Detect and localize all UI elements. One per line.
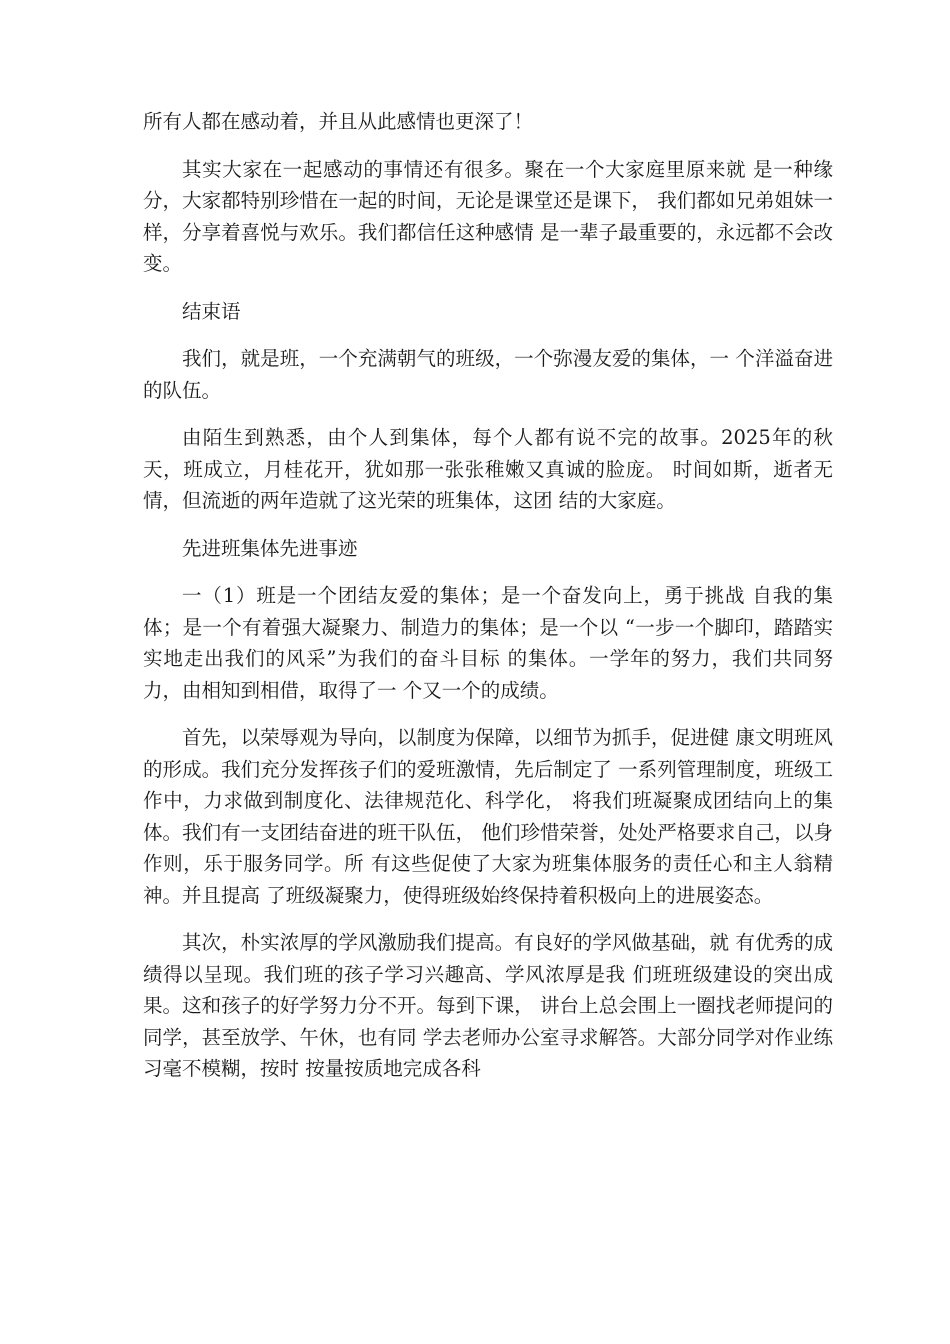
document-body (143, 106, 833, 1101)
paragraph-we-are-class: 我们，就是班，一个充满朝气的班级，一个弥漫友爱的集体，一 个洋溢奋进的队伍。 (143, 347, 833, 402)
section-heading-closing-remarks: 结束语 (182, 299, 241, 323)
paragraph-opening-line: 所有人都在感动着，并且从此感情也更深了！ (143, 110, 534, 133)
paragraph-from-strangers: 由陌生到熟悉，由个人到集体，每个人都有说不完的故事。2025年的秋天，班成立，月桂花开，犹如那一张张稚嫩又真诚的脸庞。 时间如斯，逝者无情，但流逝的两年造就了这光荣的班集体，这团 结的大家庭。 (143, 426, 833, 512)
paragraph-family-feelings: 其实大家在一起感动的事情还有很多。聚在一个大家庭里原来就 是一种缘分，大家都特别珍惜在一起的时间，无论是课堂还是课下， 我们都如兄弟姐妹一样，分享着喜悦与欢乐。我们都信任这种感情 是一辈子最重要的，永远都不会改变。 (143, 157, 833, 275)
paragraph-secondly-study: 其次，朴实浓厚的学风激励我们提高。有良好的学风做基础，就 有优秀的成绩得以呈现。我们班的孩子学习兴趣高、学风浓厚是我 们班班级建设的突出成果。这和孩子的好学努力分不开。每到下课， 讲台上总会围上一圈找老师提问的同学，甚至放学、午休，也有同 学去老师办公室寻求解答。大部分同学对作业练习毫不模糊，按时 按量按质地完成各科 (143, 931, 833, 1080)
section-heading-advanced-class: 先进班集体先进事迹 (182, 536, 358, 560)
paragraph-class-one-intro: 一（1）班是一个团结友爱的集体；是一个奋发向上，勇于挑战 自我的集体；是一个有着强大凝聚力、制造力的集体；是一个以 “一步一个脚印，踏踏实实地走出我们的风采”为我们的奋斗目标 的集体。一学年的努力，我们共同努力，由相知到相借，取得了一 个又一个的成绩。 (143, 584, 833, 702)
paragraph-firstly-honor: 首先，以荣辱观为导向，以制度为保障，以细节为抓手，促进健 康文明班风的形成。我们充分发挥孩子们的爱班激情，先后制定了 一系列管理制度，班级工作中，力求做到制度化、法律规范化、科学化， 将我们班凝聚成团结向上的集体。我们有一支团结奋进的班干队伍， 他们珍惜荣誉，处处严格要求自己，以身作则，乐于服务同学。所 有这些促使了大家为班集体服务的责任心和主人翁精神。并且提高 了班级凝聚力，使得班级始终保持着积极向上的进展姿态。 (143, 726, 833, 907)
